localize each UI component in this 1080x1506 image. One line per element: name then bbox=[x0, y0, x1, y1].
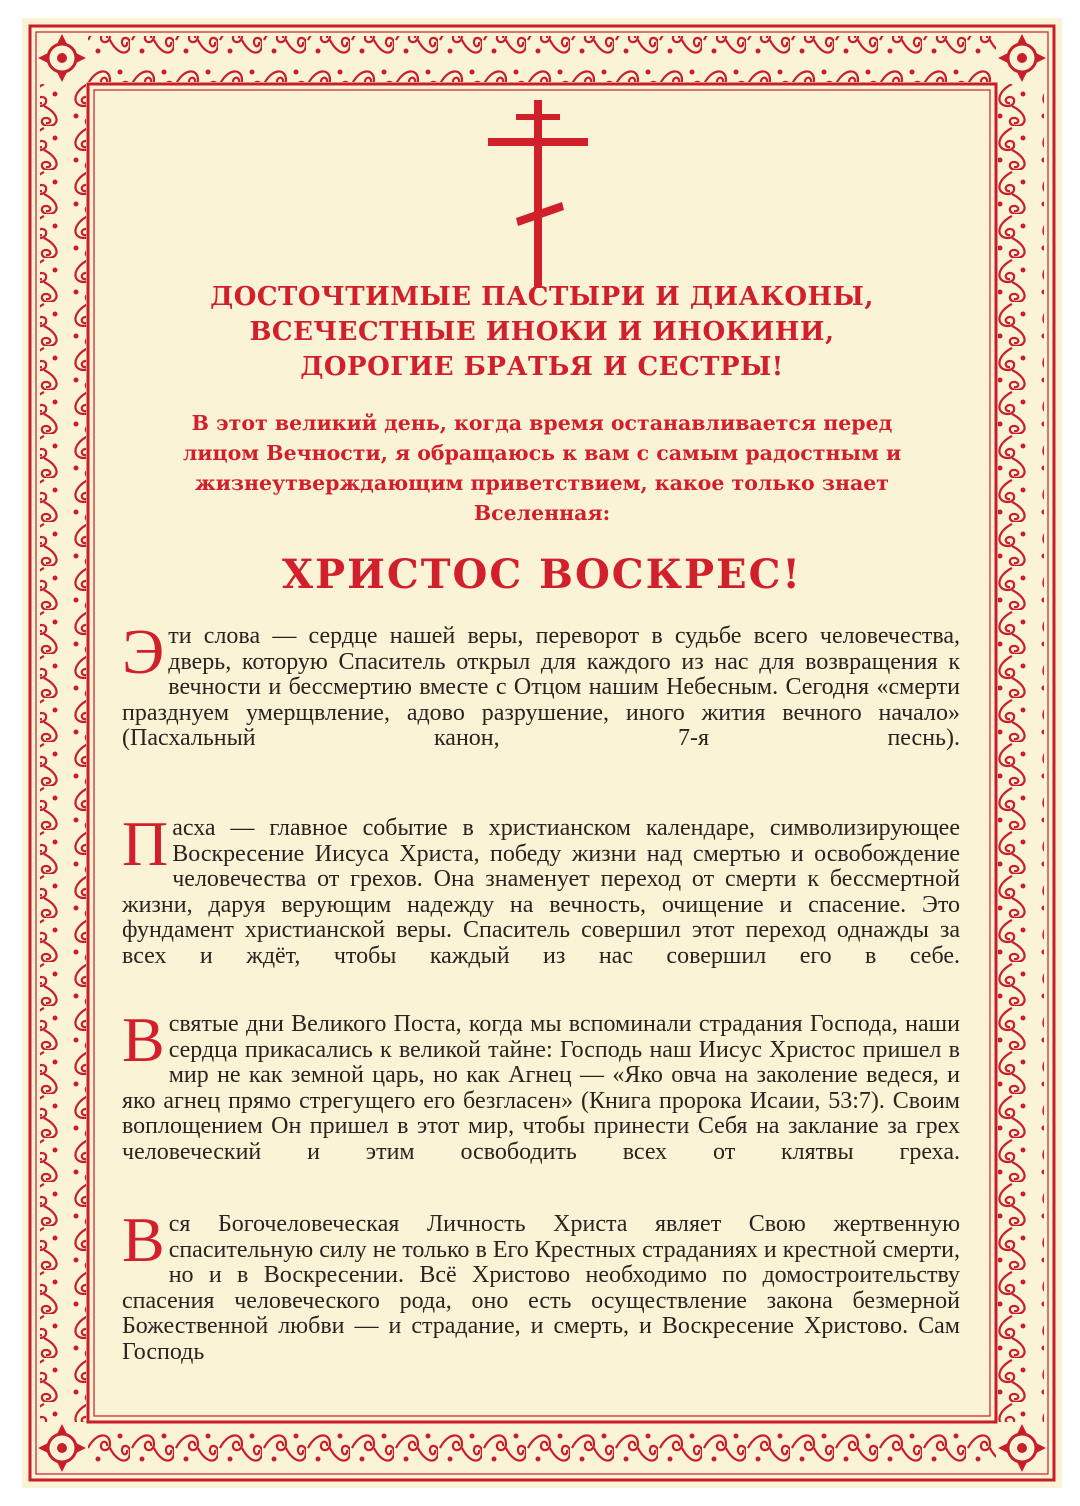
greeting-heading: ДОСТОЧТИМЫЕ ПАСТЫРИ И ДИАКОНЫ, ВСЕЧЕСТНЫЕ ИНОКИ И ИНОКИНИ, ДОРОГИЕ БРАТЬЯ И СЕСТРЫ! bbox=[210, 282, 874, 382]
headline: ХРИСТОС ВОСКРЕС! bbox=[282, 551, 802, 598]
paragraph-text: ся Богочеловеческая Личность Христа являет Свою жертвенную спасительную силу не только в Его Крестных страданиях и крестной смерти, но и в Воскресении. Всё Христово необходимо по домостроительству спасения человеческого рода, оно есть осуществление закона безмерной Божественной любви — и страдание, и смерть, и Воскресение Христово. Сам Господь bbox=[122, 1211, 960, 1365]
paragraph-text: ти слова — сердце нашей веры, переворот в судьбе всего человечества, дверь, которую Спаситель открыл для каждого из нас для возвращения к вечности и бессмертию вместе с Отцом нашим Небесным. Сегодня «смерти празднуем умерщвление, адово разрушение, иного жития вечного начало» (Пасхальный канон, 7-я песнь). bbox=[122, 623, 960, 751]
intro-text: В этот великий день, когда время останавливается перед лицом Вечности, я обращаюсь к вам с самым радостным и жизнеутверждающим приветствием, какое только знает Вселенная: bbox=[182, 411, 902, 525]
orthodox-cross-icon bbox=[486, 100, 590, 290]
page bbox=[22, 18, 1062, 1488]
drop-cap: Э bbox=[122, 616, 165, 687]
drop-cap: В bbox=[122, 1204, 165, 1275]
paragraph-3 bbox=[122, 1004, 960, 1191]
drop-cap: В bbox=[122, 1004, 165, 1075]
paragraph-4 bbox=[122, 1204, 960, 1391]
paragraph-text: святые дни Великого Поста, когда мы вспоминали страдания Господа, наши сердца прикасались к великой тайне: Господь наш Иисус Христос пришел в мир не как земной царь, но как Агнец — «Яко овча на заколение ведеся, и яко агнец прямо стрегущего его безгласен» (Книга пророка Исаии, 53:7). Своим воплощением Он пришел в этот мир, чтобы принести Себя на заклание за грех человеческий и этим освободить всех от клятвы греха. bbox=[122, 1011, 960, 1165]
drop-cap: П bbox=[122, 808, 169, 879]
paragraph-text: асха — главное событие в христианском календаре, символизирующее Воскресение Иисуса Христа, победу жизни над смертью и освобождение человечества от грехов. Она знаменует переход от смерти к бессмертной жизни, даруя верующим надежду на вечность, очищение и спасение. Это фундамент христианской веры. Спаситель совершил этот переход однажды за всех и ждёт, чтобы каждый из нас совершил его в себе. bbox=[122, 815, 960, 969]
paragraph-1 bbox=[122, 616, 960, 777]
paragraph-2 bbox=[122, 808, 960, 995]
